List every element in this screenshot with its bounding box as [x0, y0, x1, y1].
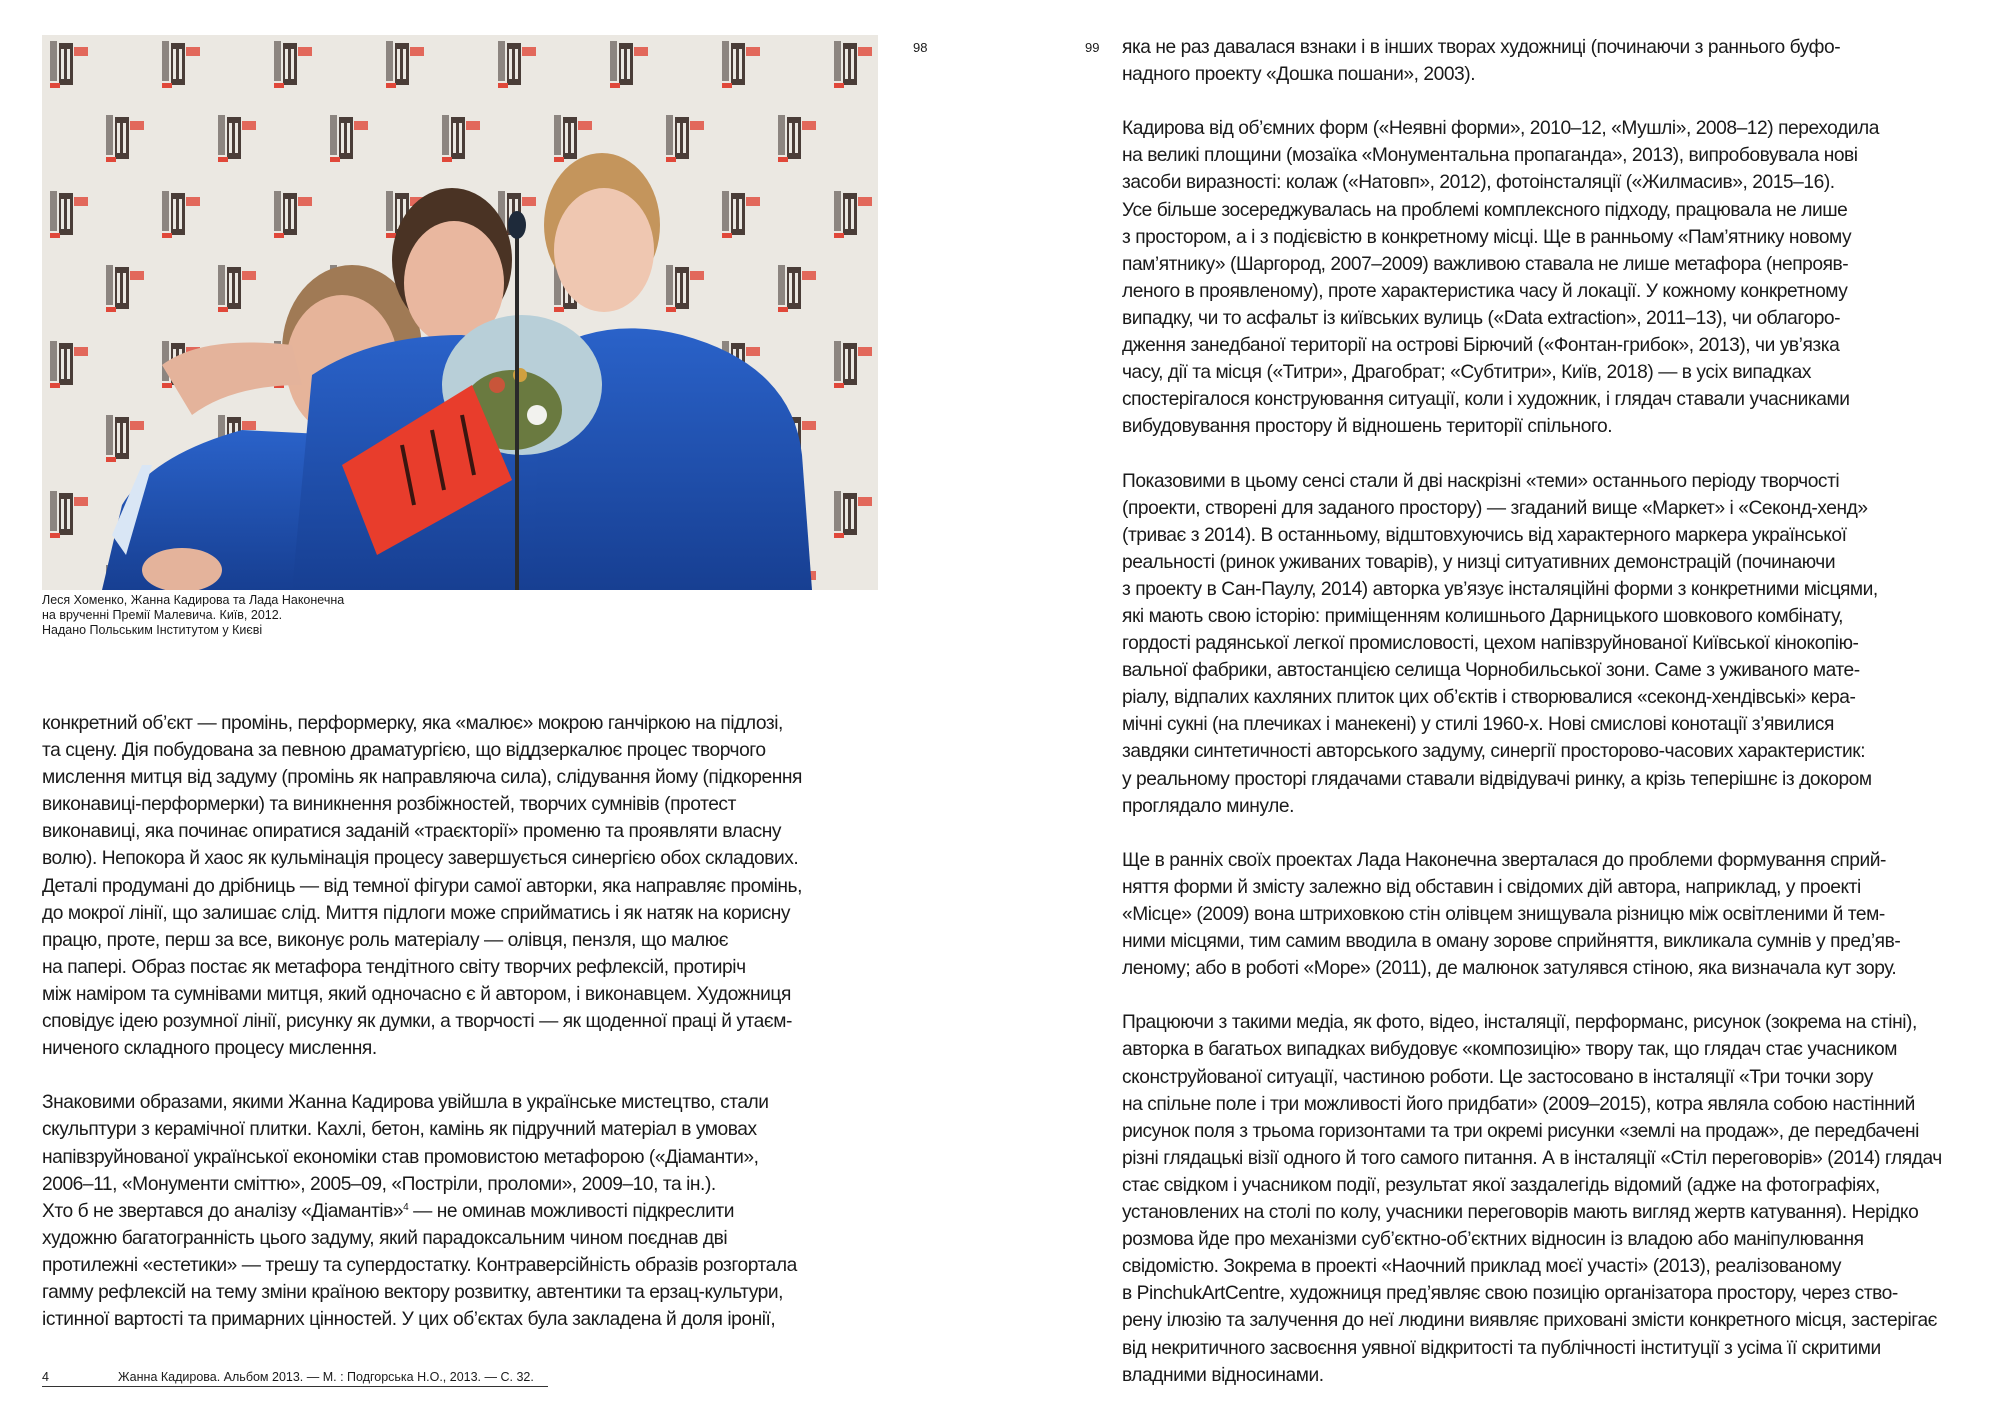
text-line: від некритичного засвоєння уявної відкритості та публічності інституції з усіма її скритими — [1122, 1337, 1881, 1359]
text-line: працю, проте, перш за все, виконує роль матеріалу — олівця, пензля, що малює — [42, 929, 729, 951]
text-line: які мають свою історію: приміщенням колишнього Дарницького шовкового комбінату, — [1122, 605, 1844, 627]
text-span: — не оминав можливості підкреслити — [408, 1200, 734, 1222]
paragraph — [1122, 468, 1972, 820]
caption-line: на врученні Премії Малевича. Київ, 2012. — [42, 608, 283, 622]
text-line: засоби виразності: колаж («Натовп», 2012), фотоінсталяції («Жилмасив», 2015–16). — [1122, 172, 1835, 194]
text-line: леного в проявленому), проте характеристика часу й локації. У кожному конкретному — [1122, 280, 1848, 302]
text-line: виконавиці-перформерки) та виникнення розбіжностей, творчих сумнівів (протест — [42, 794, 736, 816]
text-line: завдяки синтетичності авторського задуму, синергії просторово-часових характеристик: — [1122, 741, 1866, 763]
text-line: Усе більше зосереджувалась на проблемі комплексного підходу, працювала не лише — [1122, 199, 1848, 221]
photo-illustration — [42, 35, 878, 590]
paragraph — [1122, 115, 1972, 440]
text-line: вибудовування простору й відношень території спільного. — [1122, 416, 1613, 438]
text-line: виконавиці, яка починає опиратися заданій «траєкторії» променю та проявляти власну — [42, 821, 782, 843]
footnote — [42, 1369, 548, 1387]
text-line: спостерігалося конструювання ситуації, коли і художник, і глядач ставали учасниками — [1122, 389, 1850, 411]
text-line: мічні сукні (на плечиках і манекені) у стилі 1960-х. Нові смислові конотації з’явилися — [1122, 714, 1835, 736]
text-line: сповідує ідею розумної лінії, рисунку як думки, а творчості — як щоденної праці й утаєм- — [42, 1011, 792, 1033]
text-line: та сцену. Дія побудована за певною драматургією, що віддзеркалює процес творчого — [42, 740, 766, 762]
text-line: протилежні «естетики» — трешу та супердостатку. Контраверсійність образів розгортала — [42, 1254, 797, 1276]
paragraph — [42, 710, 882, 1062]
text-line: (проекти, створені для заданого простору) — згаданий вище «Маркет» і «Секонд-хенд» — [1122, 497, 1868, 519]
text-line: Кадирова від об’ємних форм («Неявні форми», 2010–12, «Мушлі», 2008–12) переходила — [1122, 118, 1879, 140]
caption-line: Леся Хоменко, Жанна Кадирова та Лада Наконечна — [42, 593, 345, 607]
right-page — [1004, 0, 2008, 1417]
page-number-right: 99 — [1085, 40, 1100, 55]
text-line: рисунок поля з трьома горизонтами та три окремі рисунки «землі на продаж», де передбачені — [1122, 1120, 1919, 1142]
text-line: дження занедбаної території на острові Бірючий («Фонтан-грибок», 2013), чи ув’язка — [1122, 335, 1840, 357]
paragraph — [42, 1089, 882, 1333]
footnote-text: Жанна Кадирова. Альбом 2013. — М. : Подгорська Н.О., 2013. — С. 32. — [118, 1370, 534, 1384]
text-line: розмова йде про механізми суб’єктно-об’єктних відносин із владою або маніпулювання — [1122, 1229, 1864, 1251]
text-line: пам’ятнику» (Шаргород, 2007–2009) важливою ставала не лише метафора (непрояв- — [1122, 253, 1849, 275]
caption-line: Надано Польським Інститутом у Києві — [42, 623, 263, 637]
text-line: між наміром та сумнівами митця, який одночасно є й автором, і виконавцем. Художниця — [42, 983, 791, 1005]
text-line: з проекту в Сан-Паулу, 2014) авторка ув’язує інсталяційні форми з конкретними місцями, — [1122, 578, 1878, 600]
text-line: ріалу, відпалих кахляних плиток цих об’єктів і створювалися «секонд-хендівські» кера- — [1122, 687, 1856, 709]
footnote-reference[interactable]: 4 — [403, 1201, 409, 1213]
text-line: на великі площини (мозаїка «Монументальна пропаганда», 2013), випробовувала нові — [1122, 145, 1858, 167]
paragraph — [1122, 1009, 1972, 1388]
text-line: проглядало минуле. — [1122, 795, 1294, 817]
text-line: різні глядацькі візії одного й того самого питання. А в інсталяції «Стіл переговорів» (2014) глядач — [1122, 1147, 1942, 1169]
text-line: у реальному просторі глядачами ставали відвідувачі ринку, а крізь теперішнє із докором — [1122, 768, 1872, 790]
page-number-left: 98 — [913, 40, 928, 55]
text-line: істинної вартості та примарних цінностей. У цих об’єктах була закладена й доля іронії, — [42, 1309, 776, 1331]
text-line: рену ілюзію та залучення до неї людини виявляє приховані змісти конкретного місця, застерігає — [1122, 1310, 1937, 1332]
text-line: випадку, чи то асфальт із київських вулиць («Data extraction», 2011–13), чи облагоро- — [1122, 307, 1841, 329]
footnote-number: 4 — [42, 1370, 49, 1384]
text-line: до мокрої лінії, що залишає слід. Миття підлоги може сприйматись і як натяк на корисну — [42, 902, 791, 924]
text-line: вальної фабрики, автостанцією селища Чорнобильської зони. Саме з уживаного мате- — [1122, 660, 1860, 682]
left-body-text — [42, 710, 882, 1333]
text-line: ними місцями, тим самим вводила в оману зорове сприйняття, викликала сумнів у пред’яв- — [1122, 931, 1901, 953]
text-line: з простором, а і з подієвістю в конкретному місці. Ще в ранньому «Пам’ятнику новому — [1122, 226, 1852, 248]
paragraph — [1122, 847, 1972, 982]
text-line: яка не раз давалася взнаки і в інших творах художниці (починаючи з раннього буфо- — [1122, 37, 1841, 58]
text-line: авторка в багатьох випадках вибудовує «композицію» твору так, що глядач стає учасником — [1122, 1039, 1897, 1061]
text-line: Показовими в цьому сенсі стали й дві наскрізні «теми» останнього періоду творчості — [1122, 470, 1840, 492]
text-line: в PinchukArtCentre, художниця пред’являє свою позицію організатора простору, через ство- — [1122, 1283, 1898, 1305]
text-line: установлених на столі по колу, учасники переговорів мають вигляд жертв катування). Нерідко — [1122, 1202, 1919, 1224]
text-line: часу, дії та місця («Титри», Драгобрат; «Субтитри», Київ, 2018) — в усіх випадках — [1122, 362, 1811, 384]
paragraph — [1122, 34, 1972, 88]
text-line: мислення митця від задуму (промінь як направляюча сила), слідування йому (підкорення — [42, 767, 802, 789]
text-line: леному; або в роботі «Море» (2011), де малюнок затулявся стіною, яка визначала кут зору. — [1122, 958, 1897, 980]
text-line: надного проекту «Дошка пошани», 2003). — [1122, 64, 1476, 86]
photo-caption — [42, 593, 642, 638]
text-line: волю). Непокора й хаос як кульмінація процесу завершується синергією обох складових. — [42, 848, 799, 870]
text-line: 2006–11, «Монументи сміттю», 2005–09, «Постріли, проломи», 2009–10, та ін.). — [42, 1173, 716, 1195]
right-body-text — [1122, 34, 1972, 1389]
text-line: стає свідком і учасником події, результат якої заздалегідь відомий (адже на фотографіях, — [1122, 1174, 1880, 1196]
text-line: на спільне поле і три можливості його придбати» (2009–2015), котра являла собою настінний — [1122, 1093, 1915, 1115]
text-line: «Місце» (2009) вона штриховкою стін олівцем знищувала різницю між освітленими й тем- — [1122, 904, 1885, 925]
text-line: конкретний об’єкт — промінь, перформерку, яка «малює» мокрою ганчіркою на підлозі, — [42, 713, 783, 734]
text-line: няття форми й змісту залежно від обставин і свідомих дій автора, наприклад, у проекті — [1122, 876, 1861, 898]
text-line: сконструйованої ситуації, частиною роботи. Це застосовано в інсталяції «Три точки зору — [1122, 1066, 1873, 1088]
text-line: скульптури з керамічної плитки. Кахлі, бетон, камінь як підручний матеріал в умовах — [42, 1119, 757, 1141]
text-line: гамму рефлексій на тему зміни країною вектору розвитку, автентики та ерзац-культури, — [42, 1281, 783, 1303]
text-line: свідомістю. Зокрема в проекті «Наочний приклад моєї участі» (2013), реалізованому — [1122, 1256, 1842, 1278]
text-line: Деталі продумані до дрібниць — від темної фігури самої авторки, яка направляє промінь, — [42, 875, 802, 897]
text-line: Працюючи з такими медіа, як фото, відео, інсталяції, перформанс, рисунок (зокрема на стіні), — [1122, 1012, 1917, 1034]
text-line: ниченого складного процесу мислення. — [42, 1038, 377, 1060]
text-span: Хто б не звертався до аналізу «Діамантів» — [42, 1200, 404, 1222]
text-line: реальності (ринок уживаних товарів), у низці ситуативних демонстрацій (починаючи — [1122, 551, 1836, 573]
text-line: на папері. Образ постає як метафора тендітного світу творчих рефлексій, протиріч — [42, 956, 746, 978]
text-line: Ще в ранніх своїх проектах Лада Наконечна зверталася до проблеми формування сприй- — [1122, 849, 1886, 871]
text-line: Знаковими образами, якими Жанна Кадирова увійшла в українське мистецтво, стали — [42, 1092, 769, 1114]
award-ceremony-photo — [42, 35, 878, 590]
text-line: владними відносинами. — [1122, 1364, 1324, 1386]
text-line: (триває з 2014). В останньому, відштовхуючись від характерного маркера української — [1122, 524, 1847, 546]
text-line-with-footnote-ref — [42, 1198, 882, 1225]
text-line: гордості радянської легкої промисловості, цехом напівзруйнованої Київської кінокопію- — [1122, 633, 1859, 655]
text-line: напівзруйнованої української економіки став промовистою метафорою («Діаманти», — [42, 1146, 759, 1168]
text-line: художню багатогранність цього задуму, який парадоксальним чином поєднав дві — [42, 1227, 728, 1249]
